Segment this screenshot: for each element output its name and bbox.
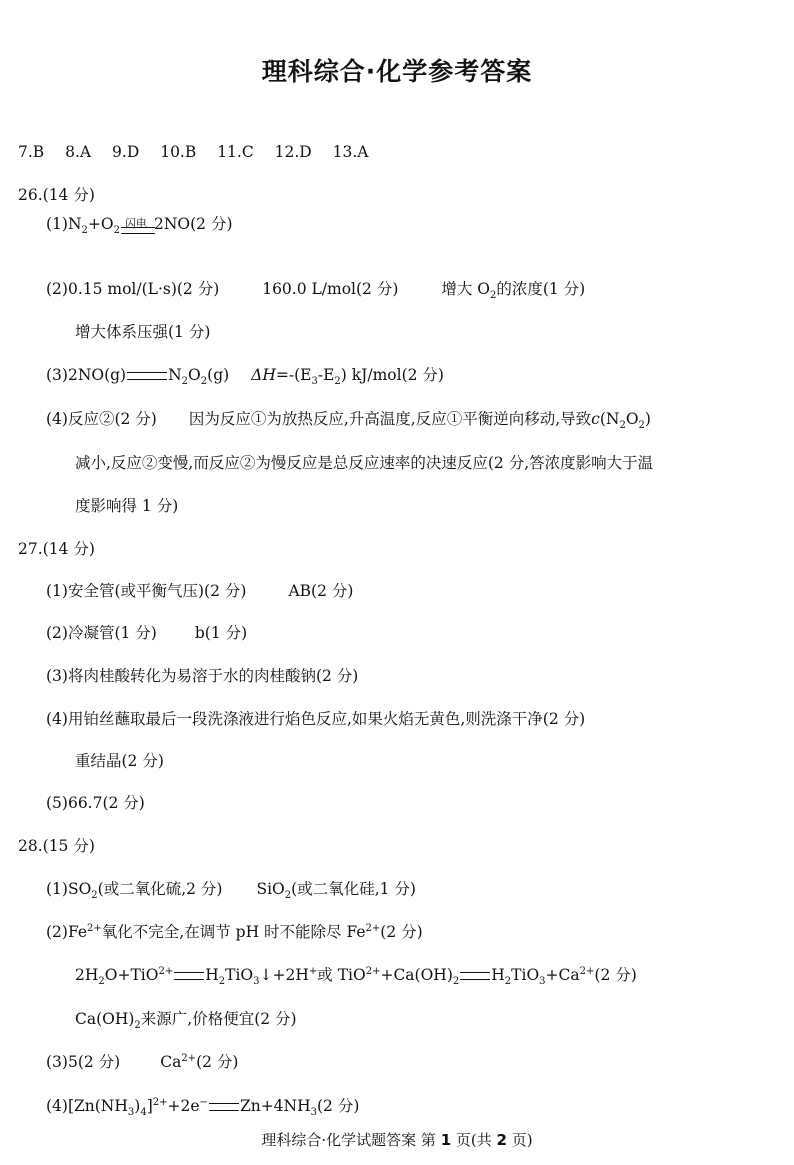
q26-p3-text: =-(E [275,366,312,384]
q27-part5: (5)66.7(2 分) [46,794,145,812]
q28-p2-text: (2 分) [380,923,423,941]
q26-part4-line2: 减小,反应②变慢,而反应②为慢反应是总反应速率的决速反应(2 分,答浓度影响大于温 [75,454,654,472]
q27-part4-cont: 重结晶(2 分) [75,752,164,770]
q26-p1-text: 2NO(2 分) [153,215,233,233]
q26-p2-rate: (2)0.15 mol/(L·s)(2 分) [46,280,220,298]
q26-p4-text: O [625,410,639,428]
q28-eq-text: O+TiO [104,966,159,984]
q28-part3: (3)5(2 分) $Ca^{2+}(2$ 分) [46,1052,239,1071]
q28-p4-text: Zn+4NH [239,1097,311,1115]
answer-9: 9.D [112,143,140,161]
q27-part3: (3)将肉桂酸转化为易溶于水的肉桂酸钠(2 分) [46,667,359,685]
q27-part1 [46,580,353,602]
q27-p2-b: b(1 分) [194,624,248,642]
q28-part2: $(2)Fe^{2+}$氧化不完全,在调节 pH 时不能除尽 $Fe^{2+}(2$ 分) [46,922,423,941]
page-title: 理科综合·化学参考答案 [261,57,533,86]
q28-p2c-text: Ca(OH) [75,1010,135,1028]
q26-p3-text: N [168,366,182,384]
q28-p3-b: (2 分) [196,1053,239,1071]
q26-heading: 26.(14 分) [18,186,95,204]
q28-eq-text: TiO [511,966,540,984]
q26-p4-text: ) [644,410,651,428]
q28-eq-text: H [205,966,219,984]
q28-p3-b: Ca [160,1053,182,1071]
q28-p2-text: (2)Fe [46,923,88,941]
q28-p1-text: (1)SO [46,880,92,898]
q26-part1: $(1)N_2+O_2$ 闪电 2NO(2 分) [46,215,233,237]
q27-part2 [46,622,247,644]
q28-eq-text: 2H [75,966,99,984]
footer-text: 页) [506,1131,533,1149]
q28-p4-text: +2e [167,1097,200,1115]
q26-p4-text: (4)反应②(2 分) [46,410,157,428]
q28-p4-text: ] [146,1097,153,1115]
q26-p3-text: (g) [207,366,230,384]
footer-text: 理科综合·化学试题答案 第 [261,1131,441,1149]
lightning-condition: 闪电 [120,215,154,237]
q26-p3-text: (3)2NO(g) [46,366,127,384]
q26-p4-text: (N [599,410,620,428]
answer-13: 13.A [332,143,369,161]
q28-p4-text: ) [134,1097,141,1115]
q26-p3-text: ) kJ/mol(2 分) [340,366,444,384]
q26-p1-text: (1)N [46,215,82,233]
q28-p4-text: (2 分) [317,1097,360,1115]
q26-p2-k: 160.0 L/mol(2 分) [262,280,399,298]
q28-p2-text: 氧化不完全,在调节 pH 时不能除尽 Fe [101,923,366,941]
q28-eq-text: +Ca(OH) [380,966,453,984]
q28-eq-text: TiO [225,966,254,984]
q28-part2-equations: $2H_2O+TiO^{2+}$ $H_2TiO_3↓+2H^+$或 $TiO^{2+}+Ca(OH)_2$ $H_2TiO_3+Ca^{2+}(2$ 分) [75,965,637,988]
q27-heading: 27.(14 分) [18,540,95,558]
q26-part3: (3)2NO(g) $N_2O_2(g)$ $\Delta H=-(E_3-E_2)$ kJ/mol(2 分) [46,366,444,388]
q28-p2c-text: 来源广,价格便宜(2 分) [140,1010,297,1028]
q28-part2-cont: $Ca(OH)_2$来源广,价格便宜(2 分) [75,1010,297,1032]
q27-p2-a: (2)冷凝管(1 分) [46,624,157,642]
answer-8: 8.A [65,143,92,161]
q27-p1-a: (1)安全管(或平衡气压)(2 分) [46,582,247,600]
footer-text: 页(共 [451,1131,497,1149]
q28-part1: $(1)SO_2$(或二氧化硫,2 分) SiO$_2$(或二氧化硅,1 分) [46,880,416,902]
q28-p1-text: (或二氧化硫,2 分) [97,880,223,898]
q26-p4-text: c [591,410,600,428]
q26-part2: (2)0.15 mol/(L·s)(2 分) 160.0 L/mol(2 分) 增大 $O_2$的浓度(1 分) [46,280,586,302]
q28-eq-text: 或 TiO [317,966,366,984]
answer-12: 12.D [274,143,312,161]
answer-11: 11.C [217,143,254,161]
q28-eq-text: +Ca [545,966,580,984]
q26-part4: (4)反应②(2 分) 因为反应①为放热反应,升高温度,反应①平衡逆向移动,导致$c(N_2O_2)$ [46,410,651,432]
q28-p3-a: (3)5(2 分) [46,1053,121,1071]
q28-p4-text: (4)[Zn(NH [46,1097,128,1115]
q26-p2-measure: 的浓度(1 分) [496,280,586,298]
answer-10: 10.B [160,143,197,161]
footer-page-number: 1 [440,1131,452,1149]
q28-heading: 28.(15 分) [18,837,95,855]
answer-7: 7.B [18,143,45,161]
q27-part4: (4)用铂丝蘸取最后一段洗涤液进行焰色反应,如果火焰无黄色,则洗涤干净(2 分) [46,710,586,728]
q27-p1-b: AB(2 分) [288,582,354,600]
q28-p1-text: (或二氧化硅,1 分) [291,880,416,898]
q26-part2-cont: 增大体系压强(1 分) [75,323,211,341]
q26-p3-dh: ΔH [251,366,276,384]
choice-answers [18,141,369,163]
q28-part4: $(4)[Zn(NH_3)_4]^{2+}+2e^-$ $Zn+4NH_3(2$ 分) [46,1096,360,1119]
q26-part4-line3: 度影响得 1 分) [75,497,179,515]
q28-eq-text: H [491,966,505,984]
q28-p1-text: SiO [256,880,285,898]
q28-eq-text: ↓+2H [259,966,309,984]
page-footer [0,1129,794,1150]
q26-p3-text: O [188,366,201,384]
q26-p1-text: +O [87,215,114,233]
q26-p2-measure: 增大 O [441,280,490,298]
q26-p4-text: 因为反应①为放热反应,升高温度,反应①平衡逆向移动,导致 [188,410,592,428]
q26-p3-text: -E [317,366,335,384]
q28-eq-text: (2 分) [594,966,637,984]
footer-total-pages: 2 [496,1131,507,1149]
